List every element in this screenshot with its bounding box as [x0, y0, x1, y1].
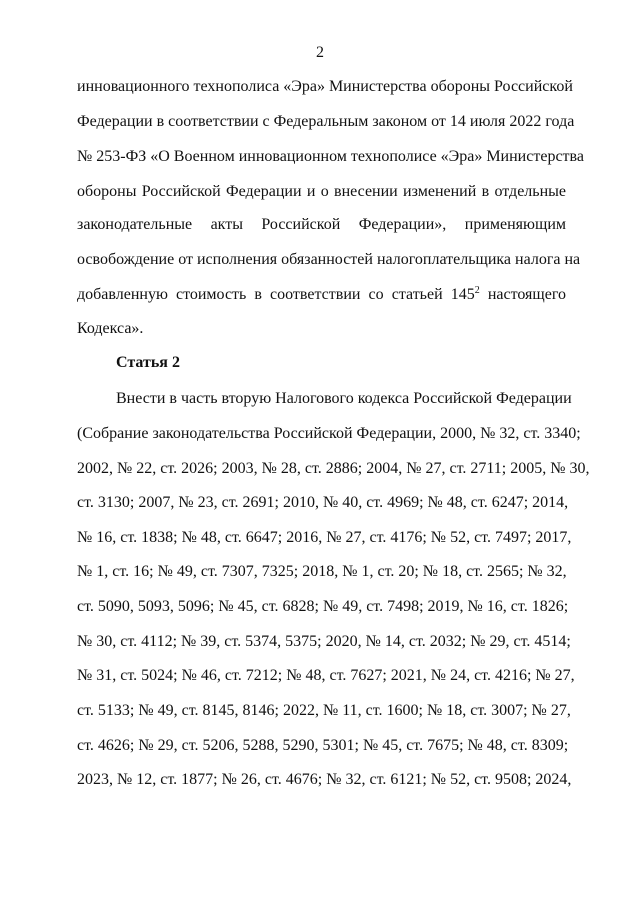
superscript: 2: [474, 285, 480, 296]
text-line-with-superscript: [77, 285, 566, 305]
article-heading: Статья 2: [116, 354, 180, 371]
text-line: законодательные акты Российской Федерации», применяющим: [77, 216, 566, 233]
page-number: 2: [316, 44, 324, 61]
text-line: № 1, ст. 16; № 49, ст. 7307, 7325; 2018, № 1, ст. 20; № 18, ст. 2565; № 32,: [77, 563, 567, 580]
text-line: ст. 4626; № 29, ст. 5206, 5288, 5290, 5301; № 45, ст. 7675; № 48, ст. 8309;: [77, 737, 569, 754]
line-text: добавленную стоимость в соответствии со статьей 145: [77, 286, 475, 303]
line-tail: настоящего: [479, 286, 567, 303]
text-line: ст. 5090, 5093, 5096; № 45, ст. 6828; № 49, ст. 7498; 2019, № 16, ст. 1826;: [77, 598, 569, 615]
text-line: ст. 5133; № 49, ст. 8145, 8146; 2022, № 11, ст. 1600; № 18, ст. 3007; № 27,: [77, 702, 571, 719]
text-line: освобождение от исполнения обязанностей налогоплательщика налога на: [77, 251, 581, 268]
text-line: 2023, № 12, ст. 1877; № 26, ст. 4676; № 32, ст. 6121; № 52, ст. 9508; 2024,: [77, 771, 572, 788]
text-line: № 30, ст. 4112; № 39, ст. 5374, 5375; 2020, № 14, ст. 2032; № 29, ст. 4514;: [77, 633, 571, 650]
text-line: № 31, ст. 5024; № 46, ст. 7212; № 48, ст. 7627; 2021, № 24, ст. 4216; № 27,: [77, 667, 575, 684]
text-line: Внести в часть вторую Налогового кодекса Российской Федерации: [116, 390, 572, 407]
text-line: Федерации в соответствии с Федеральным законом от 14 июля 2022 года: [77, 113, 575, 130]
text-line: инновационного технополиса «Эра» Министерства обороны Российской: [77, 78, 573, 95]
text-line: 2002, № 22, ст. 2026; 2003, № 28, ст. 2886; 2004, № 27, ст. 2711; 2005, № 30,: [77, 460, 590, 477]
text-line: ст. 3130; 2007, № 23, ст. 2691; 2010, № 40, ст. 4969; № 48, ст. 6247; 2014,: [77, 494, 569, 511]
text-line: № 16, ст. 1838; № 48, ст. 6647; 2016, № 27, ст. 4176; № 52, ст. 7497; 2017,: [77, 529, 572, 546]
text-line: Кодекса».: [77, 320, 144, 337]
text-line: № 253-ФЗ «О Военном инновационном технополисе «Эра» Министерства: [77, 148, 584, 165]
text-line: (Собрание законодательства Российской Федерации, 2000, № 32, ст. 3340;: [77, 425, 581, 442]
text-line: обороны Российской Федерации и о внесении изменений в отдельные: [77, 183, 566, 200]
